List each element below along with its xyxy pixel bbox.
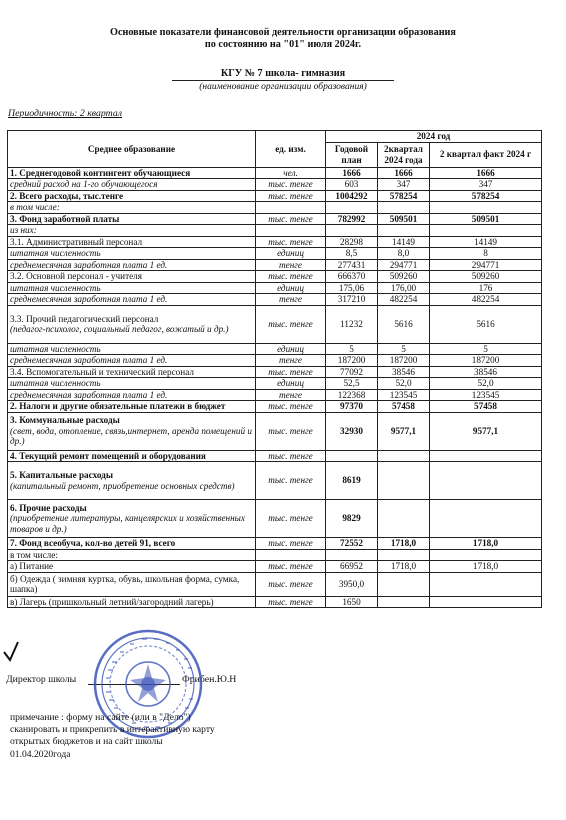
unit-cell: тыс. тенге xyxy=(256,596,326,608)
table-row xyxy=(8,167,542,179)
plan-cell: 782992 xyxy=(326,213,378,225)
row-label xyxy=(8,462,256,500)
director-label: Директор школы xyxy=(6,674,77,685)
fact-cell: 294771 xyxy=(430,259,542,271)
unit-cell: тыс. тенге xyxy=(256,412,326,450)
fact-cell: 52,0 xyxy=(430,378,542,390)
col-header-fact: 2 квартал факт 2024 г xyxy=(430,142,542,167)
unit-cell: тыс. тенге xyxy=(256,271,326,283)
fact-cell: 57458 xyxy=(430,401,542,413)
director-name: Фрибен.Ю.Н xyxy=(182,674,237,685)
fact-cell: 14149 xyxy=(430,236,542,248)
col-header-unit: ед. изм. xyxy=(256,131,326,168)
fact-cell: 509501 xyxy=(430,213,542,225)
plan-cell xyxy=(326,450,378,462)
unit-cell: тыс. тенге xyxy=(256,179,326,191)
unit-cell: тыс. тенге xyxy=(256,213,326,225)
row-label-text: средний расход на 1-го обучающегося xyxy=(10,179,158,189)
row-label-text: штатная численность xyxy=(10,378,101,388)
table-row xyxy=(8,412,542,450)
table-row xyxy=(8,596,542,608)
q2-cell: 5616 xyxy=(378,305,430,343)
table-row xyxy=(8,343,542,355)
document-title xyxy=(0,27,566,51)
unit-cell xyxy=(256,549,326,561)
q2-cell: 9577,1 xyxy=(378,412,430,450)
table-row xyxy=(8,378,542,390)
table-row xyxy=(8,213,542,225)
row-label xyxy=(8,179,256,191)
q2-cell xyxy=(378,462,430,500)
row-label xyxy=(8,401,256,413)
q2-cell: 578254 xyxy=(378,190,430,202)
row-label-text: среднемесячная заработная плата 1 ед. xyxy=(10,355,168,365)
plan-cell: 666370 xyxy=(326,271,378,283)
organization-caption: (наименование организации образования) xyxy=(199,82,367,92)
q2-cell: 347 xyxy=(378,179,430,191)
q2-cell: 482254 xyxy=(378,294,430,306)
financial-table xyxy=(7,130,542,608)
plan-cell: 77092 xyxy=(326,366,378,378)
fact-cell xyxy=(430,596,542,608)
row-label-text: 5. Капитальные расходы xyxy=(10,470,113,480)
row-label xyxy=(8,271,256,283)
unit-cell: тыс. тенге xyxy=(256,190,326,202)
row-label-text: 7. Фонд всеобуча, кол-во детей 91, всего xyxy=(10,538,176,548)
fact-cell: 9577,1 xyxy=(430,412,542,450)
q2-cell: 5 xyxy=(378,343,430,355)
table-row xyxy=(8,248,542,260)
row-label-sub: (капитальный ремонт, приобретение основных средств) xyxy=(10,480,235,491)
row-label-text: штатная численность xyxy=(10,343,101,354)
q2-cell: 14149 xyxy=(378,236,430,248)
row-label-text: 2. Налоги и другие обязательные платежи в бюджет xyxy=(10,401,226,411)
row-label xyxy=(8,538,256,550)
unit-cell xyxy=(256,202,326,214)
row-label-text: в том числе: xyxy=(10,202,60,212)
plan-cell xyxy=(326,549,378,561)
plan-cell: 277431 xyxy=(326,259,378,271)
row-label xyxy=(8,248,256,260)
table-row xyxy=(8,294,542,306)
fact-cell xyxy=(430,572,542,596)
table-row xyxy=(8,572,542,596)
plan-cell: 317210 xyxy=(326,294,378,306)
table-row xyxy=(8,305,542,343)
table-row xyxy=(8,259,542,271)
unit-cell: тыс. тенге xyxy=(256,572,326,596)
table-row xyxy=(8,389,542,401)
plan-cell: 9829 xyxy=(326,500,378,538)
unit-cell: единиц xyxy=(256,248,326,260)
row-label xyxy=(8,305,256,343)
unit-cell: тенге xyxy=(256,259,326,271)
table-row xyxy=(8,236,542,248)
q2-cell: 38546 xyxy=(378,366,430,378)
table-body xyxy=(8,167,542,608)
q2-cell: 1666 xyxy=(378,167,430,179)
plan-cell: 603 xyxy=(326,179,378,191)
q2-cell xyxy=(378,450,430,462)
table-row xyxy=(8,190,542,202)
q2-cell: 1718,0 xyxy=(378,538,430,550)
q2-cell: 123545 xyxy=(378,389,430,401)
row-label xyxy=(8,378,256,390)
row-label-text: 6. Прочие расходы xyxy=(10,502,87,513)
table-row xyxy=(8,500,542,538)
row-label xyxy=(8,572,256,596)
row-label-text: 3.3. Прочий педагогический персонал xyxy=(10,313,159,324)
row-label-sub: (педагог-психолог, социальный педагог, вожатый и др.) xyxy=(10,324,229,334)
fact-cell: 38546 xyxy=(430,366,542,378)
row-label-text: из них: xyxy=(10,225,37,235)
fact-cell: 187200 xyxy=(430,355,542,367)
row-label-text: среднемесячная заработная плата 1 ед. xyxy=(10,259,168,270)
unit-cell: чел. xyxy=(256,167,326,179)
q2-cell: 57458 xyxy=(378,401,430,413)
table-row xyxy=(8,561,542,573)
fact-cell xyxy=(430,225,542,237)
row-label-text: 3.4. Вспомогательный и технический персонал xyxy=(10,366,194,377)
row-label xyxy=(8,259,256,271)
plan-cell: 122368 xyxy=(326,389,378,401)
unit-cell: тыс. тенге xyxy=(256,561,326,573)
row-label xyxy=(8,225,256,237)
fact-cell xyxy=(430,462,542,500)
plan-cell: 8,5 xyxy=(326,248,378,260)
unit-cell xyxy=(256,225,326,237)
table-row xyxy=(8,282,542,294)
unit-cell: тенге xyxy=(256,355,326,367)
q2-cell: 52,0 xyxy=(378,378,430,390)
plan-cell: 32930 xyxy=(326,412,378,450)
unit-cell: тыс. тенге xyxy=(256,538,326,550)
row-label xyxy=(8,213,256,225)
fact-cell: 1666 xyxy=(430,167,542,179)
table-row xyxy=(8,355,542,367)
row-label-text: штатная численность xyxy=(10,248,101,258)
row-label-text: среднемесячная заработная плата 1 ед. xyxy=(10,389,168,400)
plan-cell: 52,5 xyxy=(326,378,378,390)
plan-cell: 97370 xyxy=(326,401,378,413)
row-label-text: 3.2. Основной персонал - учителя xyxy=(10,271,142,281)
q2-cell: 187200 xyxy=(378,355,430,367)
plan-cell: 8619 xyxy=(326,462,378,500)
unit-cell: тыс. тенге xyxy=(256,366,326,378)
plan-cell xyxy=(326,202,378,214)
fact-cell: 482254 xyxy=(430,294,542,306)
row-label xyxy=(8,549,256,561)
row-label-text: 3. Фонд заработной платы xyxy=(10,213,120,224)
q2-cell xyxy=(378,500,430,538)
row-label-text: среднемесячная заработная плата 1 ед. xyxy=(10,294,168,304)
plan-cell: 72552 xyxy=(326,538,378,550)
q2-cell xyxy=(378,225,430,237)
row-label-text: 3.1. Административный персонал xyxy=(10,236,143,247)
fact-cell: 5616 xyxy=(430,305,542,343)
row-label-text: б) Одежда ( зимняя куртка, обувь, школьная форма, сумка, шапка) xyxy=(10,573,240,594)
table-row xyxy=(8,549,542,561)
row-label xyxy=(8,190,256,202)
plan-cell: 1650 xyxy=(326,596,378,608)
q2-cell: 509501 xyxy=(378,213,430,225)
q2-cell xyxy=(378,549,430,561)
unit-cell: единиц xyxy=(256,343,326,355)
table-row xyxy=(8,366,542,378)
periodicity: Периодичность: 2 квартал xyxy=(8,108,123,119)
fact-cell: 578254 xyxy=(430,190,542,202)
table-row xyxy=(8,462,542,500)
table-row xyxy=(8,450,542,462)
q2-cell: 1718,0 xyxy=(378,561,430,573)
fact-cell xyxy=(430,450,542,462)
row-label-sub: (свет, вода, отопление, связь,интернет, аренда помещений и др.) xyxy=(10,425,252,447)
col-header-plan: Годовой план xyxy=(326,142,378,167)
row-label-text: в том числе: xyxy=(10,549,58,560)
q2-cell xyxy=(378,202,430,214)
title-line-2: по состоянию на "01" июля 2024г. xyxy=(204,39,362,50)
unit-cell: тыс. тенге xyxy=(256,462,326,500)
fact-cell: 1718,0 xyxy=(430,561,542,573)
table-row xyxy=(8,202,542,214)
unit-cell: тыс. тенге xyxy=(256,450,326,462)
organization-underline xyxy=(172,80,394,81)
row-label-text: 3. Коммунальные расходы xyxy=(10,415,120,426)
row-label-text: штатная численность xyxy=(10,282,101,293)
q2-cell: 8,0 xyxy=(378,248,430,260)
plan-cell xyxy=(326,225,378,237)
fact-cell: 176 xyxy=(430,282,542,294)
row-label xyxy=(8,294,256,306)
row-label xyxy=(8,366,256,378)
row-label-text: в) Лагерь (пришкольный летний/загородний лагерь) xyxy=(10,596,214,607)
unit-cell: тенге xyxy=(256,389,326,401)
q2-cell: 176,00 xyxy=(378,282,430,294)
col-header-title: Среднее образование xyxy=(8,131,256,168)
plan-cell: 1666 xyxy=(326,167,378,179)
row-label xyxy=(8,343,256,355)
row-label-text: 1. Среднегодовой контингент обучающиеся xyxy=(10,167,191,178)
plan-cell: 187200 xyxy=(326,355,378,367)
fact-cell: 123545 xyxy=(430,389,542,401)
unit-cell: тыс. тенге xyxy=(256,305,326,343)
row-label xyxy=(8,596,256,608)
fact-cell: 347 xyxy=(430,179,542,191)
note-text: примечание : форму на сайте (или в "Дело") сканировать и прикрепить в интерактивную карту открытых бюджетов и на сайт школы 01.04.2020года xyxy=(10,712,215,760)
row-label xyxy=(8,167,256,179)
q2-cell xyxy=(378,572,430,596)
row-label-text: а) Питание xyxy=(10,561,54,571)
unit-cell: тыс. тенге xyxy=(256,500,326,538)
plan-cell: 3950,0 xyxy=(326,572,378,596)
fact-cell: 509260 xyxy=(430,271,542,283)
col-header-year: 2024 год xyxy=(326,131,542,143)
row-label-text: 2. Всего расходы, тыс.тенге xyxy=(10,190,124,201)
unit-cell: тыс. тенге xyxy=(256,401,326,413)
row-label xyxy=(8,355,256,367)
row-label-sub: (приобретение литературы, канцелярских и хозяйственных товаров и др.) xyxy=(10,513,245,534)
unit-cell: тыс. тенге xyxy=(256,236,326,248)
row-label xyxy=(8,282,256,294)
organization-name: КГУ № 7 школа- гимназия xyxy=(220,68,346,79)
plan-cell: 5 xyxy=(326,343,378,355)
table-row xyxy=(8,538,542,550)
check-mark-icon xyxy=(2,640,20,662)
title-line-1: Основные показатели финансовой деятельности организации образования xyxy=(110,27,456,38)
row-label xyxy=(8,389,256,401)
plan-cell: 28298 xyxy=(326,236,378,248)
col-header-q2: 2квартал 2024 года xyxy=(378,142,430,167)
row-label xyxy=(8,202,256,214)
fact-cell: 8 xyxy=(430,248,542,260)
table-row xyxy=(8,179,542,191)
row-label xyxy=(8,412,256,450)
q2-cell: 509260 xyxy=(378,271,430,283)
q2-cell: 294771 xyxy=(378,259,430,271)
plan-cell: 66952 xyxy=(326,561,378,573)
row-label xyxy=(8,450,256,462)
table-row xyxy=(8,271,542,283)
fact-cell: 1718,0 xyxy=(430,538,542,550)
plan-cell: 11232 xyxy=(326,305,378,343)
fact-cell xyxy=(430,202,542,214)
plan-cell: 175,06 xyxy=(326,282,378,294)
row-label xyxy=(8,236,256,248)
unit-cell: тенге xyxy=(256,294,326,306)
row-label xyxy=(8,561,256,573)
table-row xyxy=(8,401,542,413)
unit-cell: единиц xyxy=(256,378,326,390)
plan-cell: 1004292 xyxy=(326,190,378,202)
fact-cell xyxy=(430,500,542,538)
fact-cell: 5 xyxy=(430,343,542,355)
row-label-text: 4. Текущий ремонт помещений и оборудования xyxy=(10,450,206,461)
row-label xyxy=(8,500,256,538)
unit-cell: единиц xyxy=(256,282,326,294)
table-row xyxy=(8,225,542,237)
q2-cell xyxy=(378,596,430,608)
fact-cell xyxy=(430,549,542,561)
